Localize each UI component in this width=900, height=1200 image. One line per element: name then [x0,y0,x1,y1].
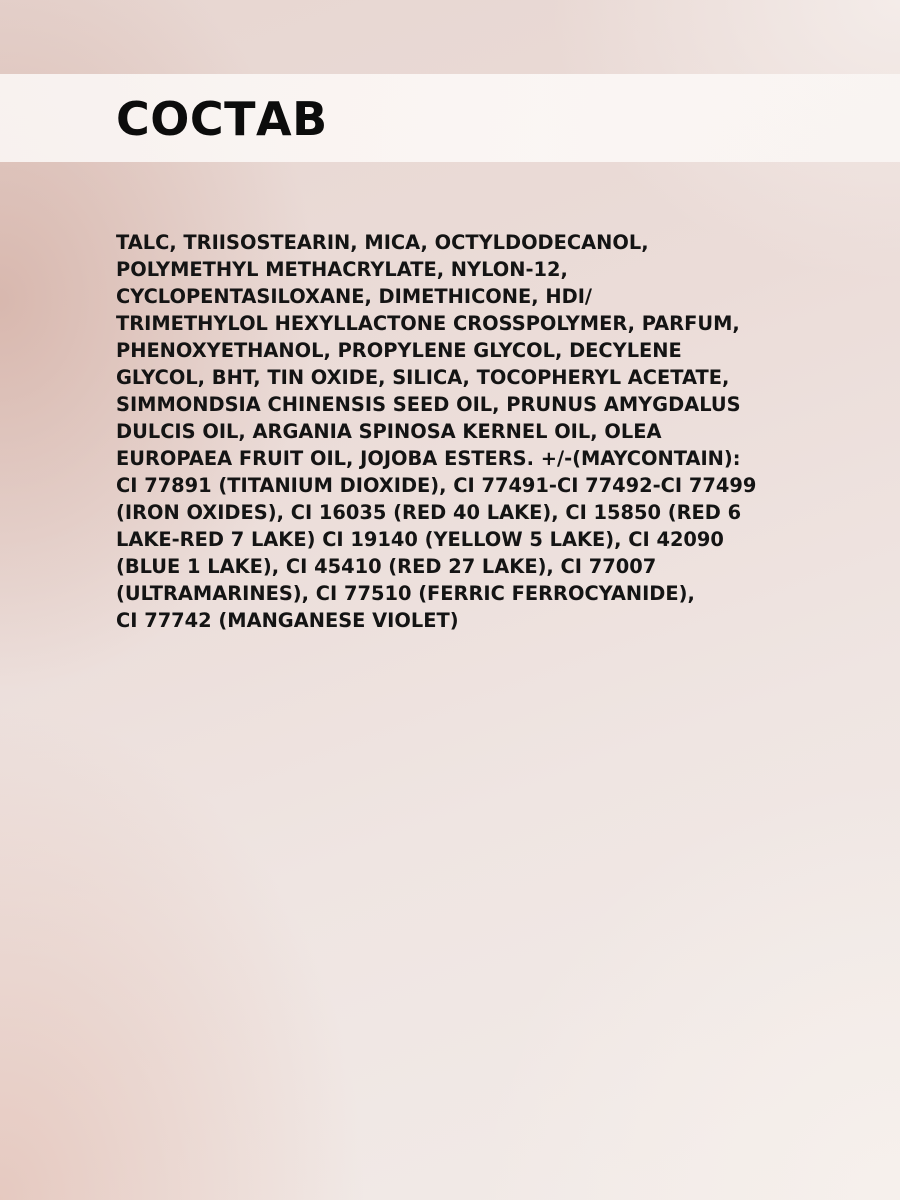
page-title: СОСТАВ [116,92,328,146]
ingredients-line: (IRON OXIDES), CI 16035 (RED 40 LAKE), CI 15850 (RED 6 [116,501,742,524]
ingredients-line: TRIMETHYLOL HEXYLLACTONE CROSSPOLYMER, PARFUM, [116,312,740,335]
ingredients-line: SIMMONDSIA CHINENSIS SEED OIL, PRUNUS AMYGDALUS [116,393,741,416]
ingredients-line: (BLUE 1 LAKE), CI 45410 (RED 27 LAKE), CI 77007 [116,555,657,578]
ingredients-line: CI 77742 (MANGANESE VIOLET) [116,609,459,632]
ingredients-line: EUROPAEA FRUIT OIL, JOJOBA ESTERS. +/-(MAYCONTAIN): [116,447,741,470]
ingredients-line: POLYMETHYL METHACRYLATE, NYLON-12, [116,258,568,281]
ingredients-line: TALC, TRIISOSTEARIN, MICA, OCTYLDODECANOL, [116,231,649,254]
ingredients-line: PHENOXYETHANOL, PROPYLENE GLYCOL, DECYLENE [116,339,682,362]
ingredients-line: CI 77891 (TITANIUM DIOXIDE), CI 77491-CI 77492-CI 77499 [116,474,757,497]
ingredients-list [116,229,796,634]
ingredients-line: GLYCOL, BHT, TIN OXIDE, SILICA, TOCOPHERYL ACETATE, [116,366,730,389]
ingredients-line: (ULTRAMARINES), CI 77510 (FERRIC FERROCYANIDE), [116,582,695,605]
ingredients-line: CYCLOPENTASILOXANE, DIMETHICONE, HDI/ [116,285,593,308]
ingredients-line: DULCIS OIL, ARGANIA SPINOSA KERNEL OIL, OLEA [116,420,662,443]
ingredients-line: LAKE-RED 7 LAKE) CI 19140 (YELLOW 5 LAKE), CI 42090 [116,528,724,551]
